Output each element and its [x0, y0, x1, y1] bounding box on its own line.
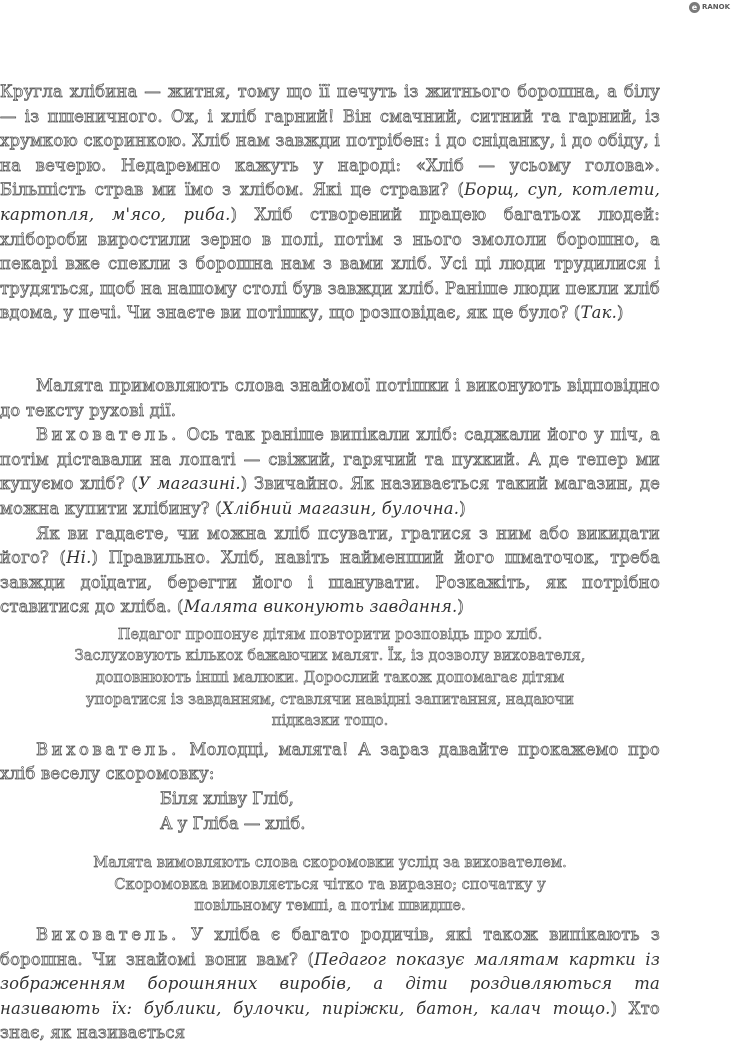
text-run: ) Звичайно. Як називається такий магазин, де можна купити хлібину? ( [0, 474, 660, 518]
speaker-label: Вихователь. [36, 425, 180, 445]
paragraph-bread-story [0, 80, 660, 326]
poem-line: А у Гліба — хліб. [160, 813, 306, 833]
publisher-logo [689, 1, 730, 13]
logo-mark: e [689, 2, 700, 13]
text-run: ) Хто знає, як називається [0, 998, 660, 1043]
italic-answer: Педагог показує малятам картки із зображенням борошняних виробів, а діти роздивляються та називають їх: бублики, булочки, пиріжки, батон, калач тощо. [0, 949, 660, 1018]
italic-answer: У магазині. [138, 474, 241, 494]
paragraph-tongue-twister-intro [0, 738, 660, 787]
stage-direction-twister: Малята вимовляють слова скоромовки услід за вихователем. Скоромовка вимовляється чітко та виразно; спочатку у повільному темпі, а потім швидше. [93, 854, 567, 915]
text-run: ) Правильно. Хліб, навіть найменший його шматочок, треба завжди доїдати, берегти його і шанувати. Розкажіть, як потрібно ставитися до хліба. ( [0, 548, 660, 617]
italic-answer: Ні. [66, 548, 92, 568]
paragraph-kids-rhyme: Малята примовляють слова знайомої потішки і виконують відповідно до тексту рухові дії. [0, 375, 660, 420]
speaker-label: Вихователь. [36, 739, 180, 759]
italic-answer: Хлібний магазин, булочна. [221, 498, 460, 518]
paragraph-respect-bread [0, 522, 660, 620]
text-run: ) Хліб створений працею багатьох людей: хлібороби виростили зерно в полі, потім з нього змололи борошно, а пекарі вже спекли з борошна нам з вами хліб. Усі ці люди трудилися і трудяться, щоб на нашому столі був завжди хліб. Раніше люди пекли хліб вдома, у печі. Чи знаєте ви потішку, що розповідає, як це було? ( [0, 204, 661, 323]
text-run: У хліба є багато родичів, які також випікають з борошна. Чи знайомі вони вам? ( [0, 925, 660, 969]
document-page [0, 80, 660, 1046]
italic-answer: Так. [580, 303, 618, 323]
paragraph-bread-relatives [0, 923, 660, 1046]
text-run: Як ви гадаєте, чи можна хліб псувати, гратися з ним або викидати його? ( [0, 523, 660, 568]
tongue-twister-poem [160, 787, 660, 836]
stage-direction-retell: Педагог пропонує дітям повторити розповідь про хліб. Заслуховують кількох бажаючих малят. Їх, із дозволу вихователя, доповнюють інші малюки. Дорослий також допомагає дітям упоратися із завданням, ставлячи навідні запитання, надаючи підказки тощо. [74, 625, 586, 730]
text-run: ) [617, 303, 624, 323]
paragraph-teacher-bakery [0, 423, 660, 521]
text-run: Кругла хлібина — житня, тому що її печуть із житнього борошна, а білу — із пшеничного. Ох, і хліб гарний! Він смачний, ситний та гарний, із хрумкою скоринкою. Хліб нам завжди потрібен: і до сніданку, і до обіду, і на вечерю. Недаремно кажуть у народі: «Хліб — усьому голова». Більшість страв ми їмо з хлібом. Які це страви? ( [0, 82, 660, 200]
italic-answer: Малята виконують завдання. [183, 597, 458, 617]
speaker-label: Вихователь. [36, 925, 180, 944]
text-run: Молодці, малята! А зараз давайте прокажемо про хліб веселу скоромовку: [0, 739, 660, 784]
text-run: Ось так раніше випікали хліб: саджали його у піч, а потім діставали на лопаті — свіжий, гарячий та пухкий. А де тепер ми купуємо хліб? ( [0, 425, 660, 494]
text-run: ) [459, 498, 466, 518]
logo-text: RANOK [701, 3, 730, 11]
italic-answer: Борщ, суп, котлети, картопля, м'ясо, риба. [0, 180, 660, 224]
text-run: ) [457, 597, 465, 617]
poem-line: Біля хліву Гліб, [160, 789, 294, 809]
